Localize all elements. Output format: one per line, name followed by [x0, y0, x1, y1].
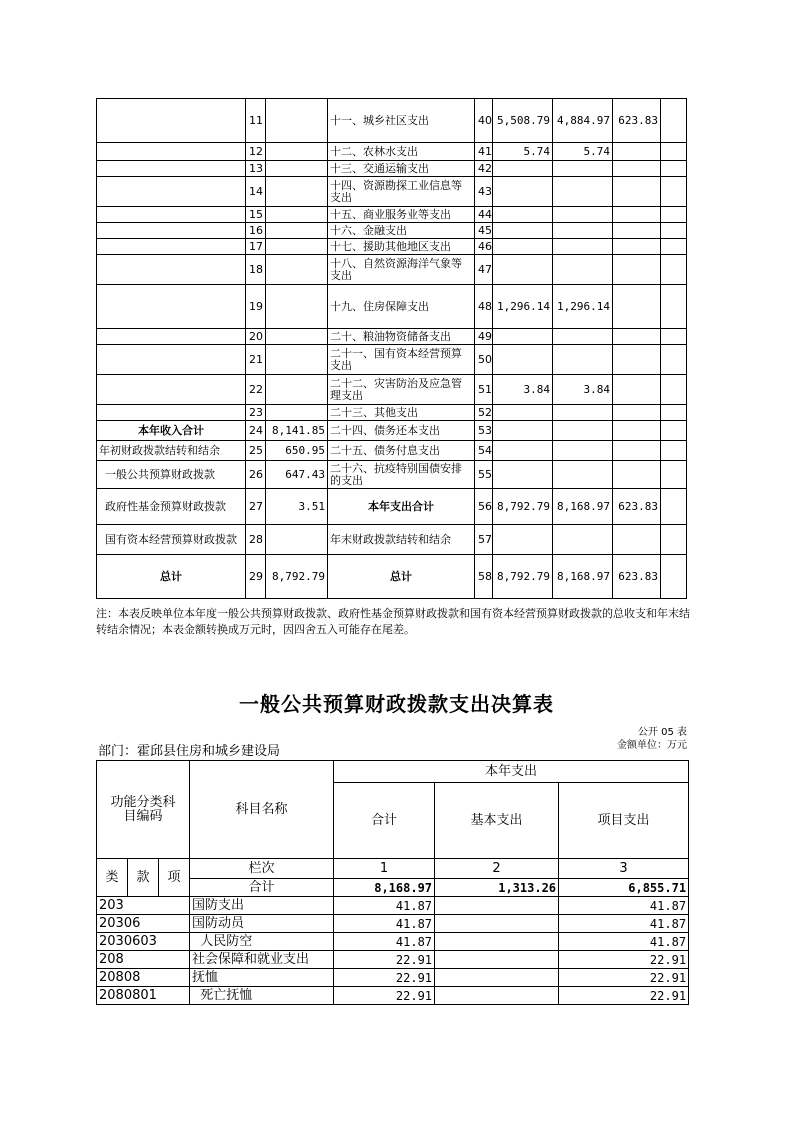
row-basic — [435, 915, 559, 933]
row-extra — [661, 441, 687, 461]
row-total: 22.91 — [334, 969, 435, 987]
row-project — [613, 375, 661, 405]
row-item-name: 十四、资源勘探工业信息等支出 — [328, 177, 475, 207]
row-total: 22.91 — [334, 951, 435, 969]
row-basic: 1,296.14 — [553, 285, 613, 329]
row-item-name: 年末财政拨款结转和结余 — [328, 525, 475, 555]
row-project: 41.87 — [559, 897, 689, 915]
row-line-no-left: 24 — [246, 421, 266, 441]
row-left-label — [97, 99, 246, 143]
row-left-value: 8,792.79 — [266, 555, 328, 599]
row-left-value — [266, 375, 328, 405]
header-basic: 基本支出 — [435, 783, 559, 859]
row-left-value: 647.43 — [266, 461, 328, 489]
row-total: 22.91 — [334, 987, 435, 1005]
row-basic: 4,884.97 — [553, 99, 613, 143]
expenditure-table — [96, 760, 689, 1005]
row-item-name: 二十二、灾害防治及应急管理支出 — [328, 375, 475, 405]
row-left-value — [266, 285, 328, 329]
header-kuan: 款 — [128, 859, 159, 897]
row-project: 22.91 — [559, 987, 689, 1005]
table-row — [97, 933, 689, 951]
header-project: 项目支出 — [559, 783, 689, 859]
row-line-no-left: 28 — [246, 525, 266, 555]
row-basic: 5.74 — [553, 143, 613, 161]
row-left-label — [97, 255, 246, 285]
col-no-1: 1 — [334, 859, 435, 879]
form-number: 公开 05 表 — [637, 727, 687, 738]
row-left-value — [266, 207, 328, 223]
row-line-no-right: 57 — [475, 525, 493, 555]
row-left-label — [97, 329, 246, 345]
row-project: 623.83 — [613, 489, 661, 525]
table-row — [97, 915, 689, 933]
row-project — [613, 525, 661, 555]
row-item-name: 十七、援助其他地区支出 — [328, 239, 475, 255]
row-line-no-right: 54 — [475, 441, 493, 461]
col-no-3: 3 — [559, 859, 689, 879]
row-line-no-right: 48 — [475, 285, 493, 329]
row-left-value — [266, 239, 328, 255]
row-left-value — [266, 223, 328, 239]
row-item-name: 人民防空 — [190, 933, 334, 951]
row-line-no-right: 45 — [475, 223, 493, 239]
row-left-label: 政府性基金预算财政拨款 — [97, 489, 246, 525]
row-total: 8,792.79 — [493, 555, 553, 599]
row-line-no-left: 11 — [246, 99, 266, 143]
header-total: 合计 — [334, 783, 435, 859]
header-lei: 类 — [97, 859, 128, 897]
row-project — [613, 329, 661, 345]
row-basic — [553, 177, 613, 207]
row-item-name: 国防支出 — [190, 897, 334, 915]
row-line-no-left: 15 — [246, 207, 266, 223]
row-basic: 8,168.97 — [553, 555, 613, 599]
row-func-code: 203 — [97, 897, 190, 915]
row-left-label — [97, 223, 246, 239]
row-extra — [661, 255, 687, 285]
row-line-no-left: 14 — [246, 177, 266, 207]
row-total — [493, 461, 553, 489]
table-row — [97, 525, 687, 555]
table-row — [97, 255, 687, 285]
row-line-no-left: 16 — [246, 223, 266, 239]
row-line-no-right: 53 — [475, 421, 493, 441]
row-basic — [553, 223, 613, 239]
row-line-no-right: 56 — [475, 489, 493, 525]
header-func-code: 功能分类科目编码 — [97, 761, 190, 859]
row-item-name: 抚恤 — [190, 969, 334, 987]
row-left-value — [266, 405, 328, 421]
row-item-name: 二十四、债务还本支出 — [328, 421, 475, 441]
header-year-expense: 本年支出 — [334, 761, 689, 783]
sum-label: 合计 — [190, 879, 334, 897]
table-row — [97, 555, 687, 599]
row-line-no-right: 55 — [475, 461, 493, 489]
row-project: 41.87 — [559, 933, 689, 951]
row-total — [493, 255, 553, 285]
row-project — [613, 143, 661, 161]
row-project: 623.83 — [613, 99, 661, 143]
row-left-label — [97, 285, 246, 329]
row-left-value — [266, 329, 328, 345]
row-basic: 3.84 — [553, 375, 613, 405]
row-extra — [661, 161, 687, 177]
row-line-no-right: 42 — [475, 161, 493, 177]
table-row — [97, 223, 687, 239]
row-line-no-left: 21 — [246, 345, 266, 375]
table-row — [97, 969, 689, 987]
row-line-no-right: 43 — [475, 177, 493, 207]
row-basic — [553, 441, 613, 461]
table-row — [97, 897, 689, 915]
row-project — [613, 177, 661, 207]
row-basic — [553, 461, 613, 489]
row-total — [493, 345, 553, 375]
row-project: 22.91 — [559, 969, 689, 987]
row-line-no-left: 23 — [246, 405, 266, 421]
header-xiang: 项 — [159, 859, 190, 897]
row-line-no-left: 17 — [246, 239, 266, 255]
row-basic: 8,168.97 — [553, 489, 613, 525]
row-line-no-right: 49 — [475, 329, 493, 345]
row-left-value: 650.95 — [266, 441, 328, 461]
table-row — [97, 99, 687, 143]
row-total — [493, 207, 553, 223]
row-item-name: 十三、交通运输支出 — [328, 161, 475, 177]
row-item-name: 二十、粮油物资储备支出 — [328, 329, 475, 345]
row-item-name: 二十一、国有资本经营预算支出 — [328, 345, 475, 375]
row-left-value — [266, 143, 328, 161]
table-row — [97, 285, 687, 329]
row-total — [493, 177, 553, 207]
row-total: 3.84 — [493, 375, 553, 405]
row-left-label: 国有资本经营预算财政拨款 — [97, 525, 246, 555]
row-extra — [661, 223, 687, 239]
row-item-name: 二十六、抗疫特别国债安排的支出 — [328, 461, 475, 489]
row-func-code: 20306 — [97, 915, 190, 933]
table-note: 注：本表反映单位本年度一般公共预算财政拨款、政府性基金预算财政拨款和国有资本经营预算财政拨款的总收支和年末结转结余情况；本表金额转换成万元时，因四舍五入可能存在尾差。 — [96, 607, 690, 636]
row-project — [613, 285, 661, 329]
row-basic — [553, 239, 613, 255]
col-no-2: 2 — [435, 859, 559, 879]
row-basic — [553, 525, 613, 555]
row-line-no-left: 20 — [246, 329, 266, 345]
row-left-label — [97, 143, 246, 161]
row-item-name: 国防动员 — [190, 915, 334, 933]
row-project — [613, 405, 661, 421]
row-total: 8,792.79 — [493, 489, 553, 525]
row-total — [493, 525, 553, 555]
row-basic — [435, 951, 559, 969]
row-extra — [661, 489, 687, 525]
table-row — [97, 345, 687, 375]
row-left-label — [97, 405, 246, 421]
table-row — [97, 951, 689, 969]
row-left-value — [266, 177, 328, 207]
row-left-value — [266, 345, 328, 375]
row-total — [493, 161, 553, 177]
row-extra — [661, 143, 687, 161]
row-item-name: 十六、金融支出 — [328, 223, 475, 239]
sum-project: 6,855.71 — [559, 879, 689, 897]
row-basic — [553, 329, 613, 345]
row-total: 5.74 — [493, 143, 553, 161]
row-extra — [661, 405, 687, 421]
row-left-label: 年初财政拨款结转和结余 — [97, 441, 246, 461]
table-row — [97, 461, 687, 489]
row-project — [613, 421, 661, 441]
row-total — [493, 239, 553, 255]
page-title: 一般公共预算财政拨款支出决算表 — [239, 692, 554, 716]
row-project: 41.87 — [559, 915, 689, 933]
row-total — [493, 405, 553, 421]
row-line-no-right: 50 — [475, 345, 493, 375]
row-extra — [661, 239, 687, 255]
row-left-label: 本年收入合计 — [97, 421, 246, 441]
row-func-code: 208 — [97, 951, 190, 969]
row-left-label — [97, 239, 246, 255]
row-line-no-right: 41 — [475, 143, 493, 161]
row-extra — [661, 329, 687, 345]
row-left-value: 3.51 — [266, 489, 328, 525]
row-extra — [661, 525, 687, 555]
row-left-label — [97, 375, 246, 405]
row-line-no-right: 47 — [475, 255, 493, 285]
header-lanci: 栏次 — [190, 859, 334, 879]
row-left-label — [97, 207, 246, 223]
row-line-no-left: 25 — [246, 441, 266, 461]
row-extra — [661, 207, 687, 223]
amount-unit: 金额单位：万元 — [617, 740, 687, 751]
row-project — [613, 461, 661, 489]
row-extra — [661, 177, 687, 207]
row-basic — [435, 897, 559, 915]
header-item-name: 科目名称 — [190, 761, 334, 859]
row-basic — [553, 405, 613, 421]
row-line-no-right: 51 — [475, 375, 493, 405]
row-project: 22.91 — [559, 951, 689, 969]
form-info — [617, 726, 687, 752]
row-extra — [661, 345, 687, 375]
row-left-label: 总计 — [97, 555, 246, 599]
income-expense-table — [96, 98, 687, 599]
row-left-value — [266, 525, 328, 555]
row-total: 41.87 — [334, 897, 435, 915]
row-item-name: 十九、住房保障支出 — [328, 285, 475, 329]
table-row — [97, 489, 687, 525]
row-total — [493, 441, 553, 461]
row-left-value — [266, 99, 328, 143]
row-total: 1,296.14 — [493, 285, 553, 329]
department-label: 部门：霍邱县住房和城乡建设局 — [98, 744, 281, 759]
table-row — [97, 329, 687, 345]
row-project — [613, 161, 661, 177]
row-total — [493, 329, 553, 345]
row-total — [493, 223, 553, 239]
row-line-no-left: 29 — [246, 555, 266, 599]
row-total: 41.87 — [334, 915, 435, 933]
row-basic — [435, 987, 559, 1005]
table-row — [97, 177, 687, 207]
row-line-no-right: 58 — [475, 555, 493, 599]
row-line-no-left: 12 — [246, 143, 266, 161]
row-item-name: 十五、商业服务业等支出 — [328, 207, 475, 223]
sum-total: 8,168.97 — [334, 879, 435, 897]
row-total: 41.87 — [334, 933, 435, 951]
table-row — [97, 987, 689, 1005]
row-extra — [661, 555, 687, 599]
row-line-no-left: 27 — [246, 489, 266, 525]
row-left-value — [266, 161, 328, 177]
row-project: 623.83 — [613, 555, 661, 599]
row-project — [613, 223, 661, 239]
row-basic — [553, 421, 613, 441]
row-project — [613, 345, 661, 375]
row-line-no-left: 13 — [246, 161, 266, 177]
row-item-name: 二十五、债务付息支出 — [328, 441, 475, 461]
table-row — [97, 143, 687, 161]
row-basic — [553, 345, 613, 375]
row-item-name: 社会保障和就业支出 — [190, 951, 334, 969]
row-extra — [661, 461, 687, 489]
row-item-name: 十八、自然资源海洋气象等支出 — [328, 255, 475, 285]
row-func-code: 2030603 — [97, 933, 190, 951]
row-line-no-left: 19 — [246, 285, 266, 329]
row-total — [493, 421, 553, 441]
row-project — [613, 239, 661, 255]
row-line-no-left: 26 — [246, 461, 266, 489]
row-basic — [553, 161, 613, 177]
row-item-name: 本年支出合计 — [328, 489, 475, 525]
row-extra — [661, 99, 687, 143]
table-row — [97, 441, 687, 461]
row-basic — [435, 933, 559, 951]
row-line-no-left: 18 — [246, 255, 266, 285]
row-left-value: 8,141.85 — [266, 421, 328, 441]
row-left-label — [97, 345, 246, 375]
table-row — [97, 405, 687, 421]
row-item-name: 死亡抚恤 — [190, 987, 334, 1005]
sum-basic: 1,313.26 — [435, 879, 559, 897]
row-basic — [553, 207, 613, 223]
row-basic — [553, 255, 613, 285]
table-row — [97, 375, 687, 405]
row-item-name: 总计 — [328, 555, 475, 599]
table-row — [97, 421, 687, 441]
row-item-name: 十二、农林水支出 — [328, 143, 475, 161]
row-extra — [661, 421, 687, 441]
row-line-no-right: 46 — [475, 239, 493, 255]
row-func-code: 2080801 — [97, 987, 190, 1005]
row-line-no-right: 40 — [475, 99, 493, 143]
row-item-name: 二十三、其他支出 — [328, 405, 475, 421]
row-left-label — [97, 177, 246, 207]
table-row — [97, 239, 687, 255]
row-item-name: 十一、城乡社区支出 — [328, 99, 475, 143]
row-line-no-right: 52 — [475, 405, 493, 421]
row-project — [613, 255, 661, 285]
row-project — [613, 441, 661, 461]
row-func-code: 20808 — [97, 969, 190, 987]
row-left-label: 一般公共预算财政拨款 — [97, 461, 246, 489]
row-line-no-left: 22 — [246, 375, 266, 405]
row-total: 5,508.79 — [493, 99, 553, 143]
row-basic — [435, 969, 559, 987]
table-row — [97, 207, 687, 223]
row-extra — [661, 285, 687, 329]
row-left-label — [97, 161, 246, 177]
table-row — [97, 161, 687, 177]
row-left-value — [266, 255, 328, 285]
row-project — [613, 207, 661, 223]
row-extra — [661, 375, 687, 405]
row-line-no-right: 44 — [475, 207, 493, 223]
